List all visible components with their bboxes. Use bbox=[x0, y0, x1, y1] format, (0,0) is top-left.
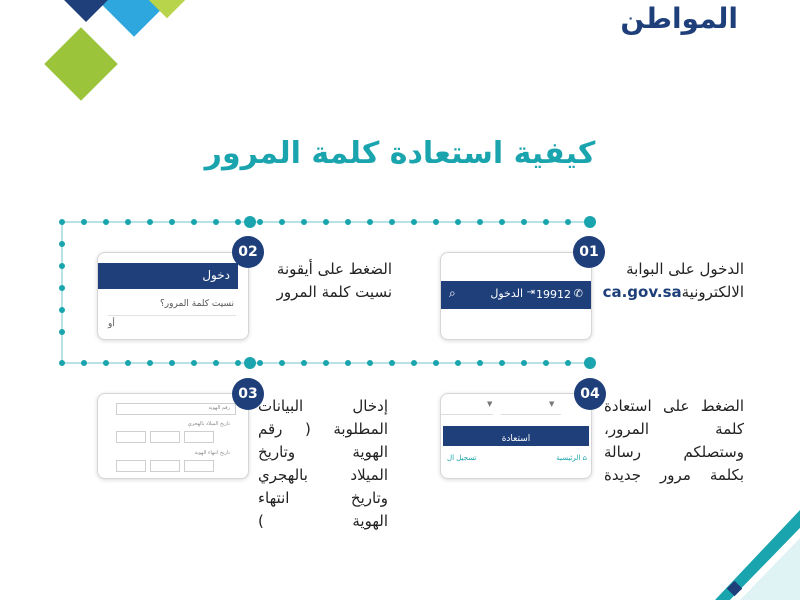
path-dot bbox=[81, 360, 87, 366]
register-link[interactable]: تسجيل ال bbox=[447, 454, 477, 462]
path-dot bbox=[103, 219, 109, 225]
login-header-label: دخول bbox=[202, 268, 230, 282]
birth-date-label: تاريخ الميلاد بالهجري bbox=[187, 421, 230, 427]
path-dot bbox=[59, 241, 65, 247]
path-dot bbox=[103, 360, 109, 366]
step-04-line-1: الضغط على استعادة bbox=[604, 397, 744, 415]
path-dot bbox=[59, 285, 65, 291]
path-dot bbox=[345, 219, 351, 225]
path-dot bbox=[543, 360, 549, 366]
path-dot bbox=[125, 360, 131, 366]
step-03-line-6: الهوية ) bbox=[258, 512, 388, 530]
home-link-label: الرئيسية bbox=[556, 454, 581, 462]
step-03-line-1: إدخال البيانات bbox=[258, 397, 388, 415]
day-select[interactable] bbox=[441, 400, 493, 415]
path-dot bbox=[565, 219, 571, 225]
home-link[interactable]: ⌂ الرئيسية bbox=[556, 454, 587, 462]
step-badge-01: 01 bbox=[573, 236, 605, 268]
path-dot bbox=[169, 360, 175, 366]
step-03-line-4: الميلاد بالهجري bbox=[258, 466, 388, 484]
expiry-year-select[interactable] bbox=[116, 460, 146, 472]
path-dot bbox=[279, 219, 285, 225]
path-dot bbox=[455, 219, 461, 225]
path-dot bbox=[235, 360, 241, 366]
path-dot bbox=[455, 360, 461, 366]
step-04-line-2: كلمة المرور، bbox=[604, 420, 744, 438]
step-02-line-2: نسيت كلمة المرور bbox=[276, 283, 392, 301]
path-dot bbox=[59, 307, 65, 313]
path-dot bbox=[521, 360, 527, 366]
chevron-down-icon: ▼ bbox=[487, 400, 493, 408]
page-title: كيفية استعادة كلمة المرور bbox=[204, 136, 596, 171]
step-03-text bbox=[258, 395, 388, 533]
path-dot bbox=[367, 219, 373, 225]
path-dot bbox=[59, 360, 65, 366]
path-dot bbox=[191, 360, 197, 366]
step-02-text bbox=[262, 258, 392, 304]
path-dot bbox=[301, 360, 307, 366]
step-02-line-1: الضغط على أيقونة bbox=[276, 260, 392, 278]
divider bbox=[108, 315, 236, 316]
path-dot bbox=[235, 219, 241, 225]
decor-bottom-right bbox=[620, 500, 800, 600]
path-dot bbox=[543, 219, 549, 225]
expiry-month-select[interactable] bbox=[150, 460, 180, 472]
path-dot bbox=[125, 219, 131, 225]
step-badge-04: 04 bbox=[574, 378, 606, 410]
path-dot bbox=[411, 219, 417, 225]
birth-year-select[interactable] bbox=[116, 431, 146, 443]
restore-button-label: استعادة bbox=[501, 434, 531, 444]
id-number-label: رقم الهوية bbox=[208, 405, 230, 411]
forgot-password-link[interactable]: نسيت كلمة المرور؟ bbox=[160, 299, 234, 309]
path-dot bbox=[81, 219, 87, 225]
step-04-line-3: وستصلكم رسالة bbox=[604, 443, 744, 461]
path-dot bbox=[147, 219, 153, 225]
path-dot bbox=[257, 360, 263, 366]
login-header bbox=[98, 263, 238, 289]
path-dot bbox=[147, 360, 153, 366]
step-badge-02: 02 bbox=[232, 236, 264, 268]
step-01-line-2-prefix: الالكترونية bbox=[681, 283, 744, 301]
step-02-card bbox=[97, 252, 249, 340]
step-01-text bbox=[604, 258, 744, 304]
step-04-line-4: بكلمة مرور جديدة bbox=[604, 466, 744, 484]
or-label: أو bbox=[108, 319, 115, 329]
birth-day-select[interactable] bbox=[184, 431, 214, 443]
path-dot bbox=[499, 219, 505, 225]
expiry-day-select[interactable] bbox=[184, 460, 214, 472]
portal-navbar bbox=[441, 281, 591, 309]
step-04-card bbox=[440, 393, 592, 479]
search-icon[interactable]: ⌕ bbox=[449, 286, 456, 300]
birth-month-select[interactable] bbox=[150, 431, 180, 443]
path-dot bbox=[169, 219, 175, 225]
step-01-card bbox=[440, 252, 592, 340]
portal-link[interactable]: ca.gov.sa bbox=[602, 283, 682, 301]
path-dot bbox=[499, 360, 505, 366]
step-03-card bbox=[97, 393, 249, 479]
chevron-down-icon: ▼ bbox=[549, 400, 555, 408]
path-dot bbox=[389, 219, 395, 225]
path-dot bbox=[345, 360, 351, 366]
path-dot bbox=[213, 360, 219, 366]
phone-icon: ✆ bbox=[573, 287, 583, 300]
step-01-line-1: الدخول على البوابة bbox=[626, 260, 744, 278]
path-dot bbox=[323, 219, 329, 225]
step-01-line-2 bbox=[604, 281, 744, 304]
step-03-line-5: وتاريخ انتهاء bbox=[258, 489, 388, 507]
path-dot bbox=[411, 360, 417, 366]
path-dot bbox=[59, 329, 65, 335]
login-link[interactable]: الدخول bbox=[490, 287, 523, 300]
path-dot bbox=[389, 360, 395, 366]
path-dot bbox=[477, 360, 483, 366]
path-dot bbox=[433, 219, 439, 225]
expiry-date-label: تاريخ انتهاء الهوية bbox=[194, 450, 230, 456]
step-04-text bbox=[604, 395, 744, 487]
path-dot bbox=[521, 219, 527, 225]
path-dot bbox=[59, 263, 65, 269]
step-03-line-3: الهوية وتاريخ bbox=[258, 443, 388, 461]
path-dot bbox=[323, 360, 329, 366]
path-dot bbox=[279, 360, 285, 366]
step-03-line-2: المطلوبة ( رقم bbox=[258, 420, 388, 438]
path-dot bbox=[257, 219, 263, 225]
path-dot bbox=[367, 360, 373, 366]
login-icon: ⇥ bbox=[526, 287, 535, 298]
path-dot bbox=[213, 219, 219, 225]
path-dot bbox=[433, 360, 439, 366]
brand-logo: المواطن bbox=[620, 2, 738, 35]
path-dot bbox=[477, 219, 483, 225]
path-dot bbox=[565, 360, 571, 366]
phone-number: 19912 bbox=[536, 288, 571, 301]
step-badge-03: 03 bbox=[232, 378, 264, 410]
path-dot bbox=[191, 219, 197, 225]
restore-button[interactable] bbox=[443, 426, 589, 446]
path-dot bbox=[59, 219, 65, 225]
path-dot bbox=[301, 219, 307, 225]
